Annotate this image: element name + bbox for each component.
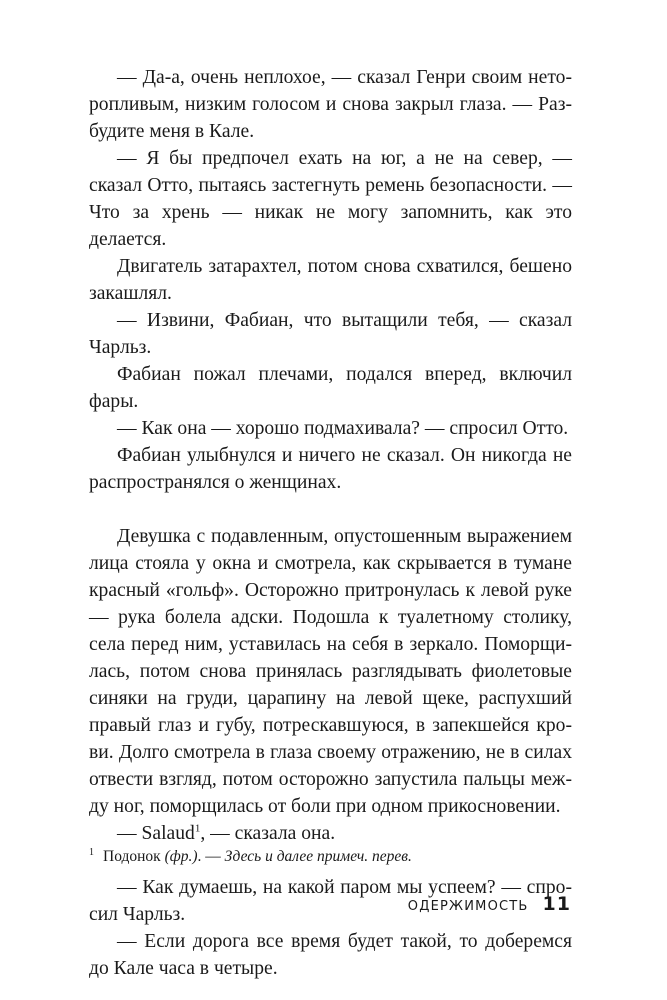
paragraph: Фабиан улыбнулся и ничего не сказал. Он никогда не распространялся о женщинах. bbox=[89, 445, 572, 493]
paragraph: — Да-а, очень неплохое, — сказал Генри своим неторопливым, низким голосом и снова закрыл глаза. — Разбудите меня в Кале. bbox=[89, 67, 572, 142]
section-break bbox=[89, 496, 572, 523]
page-number: 11 bbox=[542, 893, 571, 915]
paragraph-text: , — сказала она. bbox=[200, 823, 336, 844]
footnote bbox=[89, 846, 572, 868]
paragraph: Фабиан пожал плечами, подался вперед, включил фары. bbox=[89, 364, 572, 412]
paragraph: — Извини, Фабиан, что вытащили тебя, — сказал Чарльз. bbox=[89, 310, 572, 358]
footnote-separator: . — bbox=[197, 848, 221, 865]
running-footer bbox=[408, 893, 571, 915]
footnote-reference: 1 bbox=[194, 822, 201, 835]
paragraph: — Как она — хорошо подмахивала? — спросил Отто. bbox=[117, 418, 569, 439]
paragraph: Девушка с подавленным, опустошенным выражением лица стояла у окна и смотрела, как скрывается в тумане красный «гольф». Осторожно притронулась к левой руке — рука болела адски. Подошла к туалетному столику, села перед ним, уставилась на себя в зеркало. Поморщилась, потом снова принялась разглядывать фиолетовые синяки на груди, царапину на левой щеке, распухший правый глаз и губу, потрескавшуюся, в запекшейся крови. Долго смотрела в глаза своему отражению, не в силах отвести взгляд, потом осторожно запустила пальцы между ног, поморщилась от боли при одном прикосновении. bbox=[89, 526, 572, 817]
paragraph-text: — Salaud bbox=[117, 823, 195, 844]
footnote-language: (фр.) bbox=[164, 848, 198, 865]
body-text bbox=[89, 64, 572, 982]
paragraph: — Я бы предпочел ехать на юг, а не на север, — сказал Отто, пытаясь застегнуть ремень безопасности. — Что за хрень — никак не могу запомнить, как это делается. bbox=[89, 148, 572, 250]
footnote-text: Подонок bbox=[103, 848, 161, 865]
paragraph: Двигатель затарахтел, потом снова схватился, бешено закашлял. bbox=[89, 256, 572, 304]
paragraph-with-footnote-ref bbox=[89, 820, 572, 847]
running-title: ОДЕРЖИМОСТЬ bbox=[407, 899, 529, 914]
paragraph: — Как думаешь, на какой паром мы успеем? — спросил Чарльз. bbox=[89, 877, 572, 925]
footnote-marker: 1 bbox=[89, 846, 94, 858]
paragraph: — Если дорога все время будет такой, то доберемся до Кале часа в четыре. bbox=[89, 931, 572, 979]
footnote-note: Здесь и далее примеч. перев. bbox=[224, 848, 412, 865]
